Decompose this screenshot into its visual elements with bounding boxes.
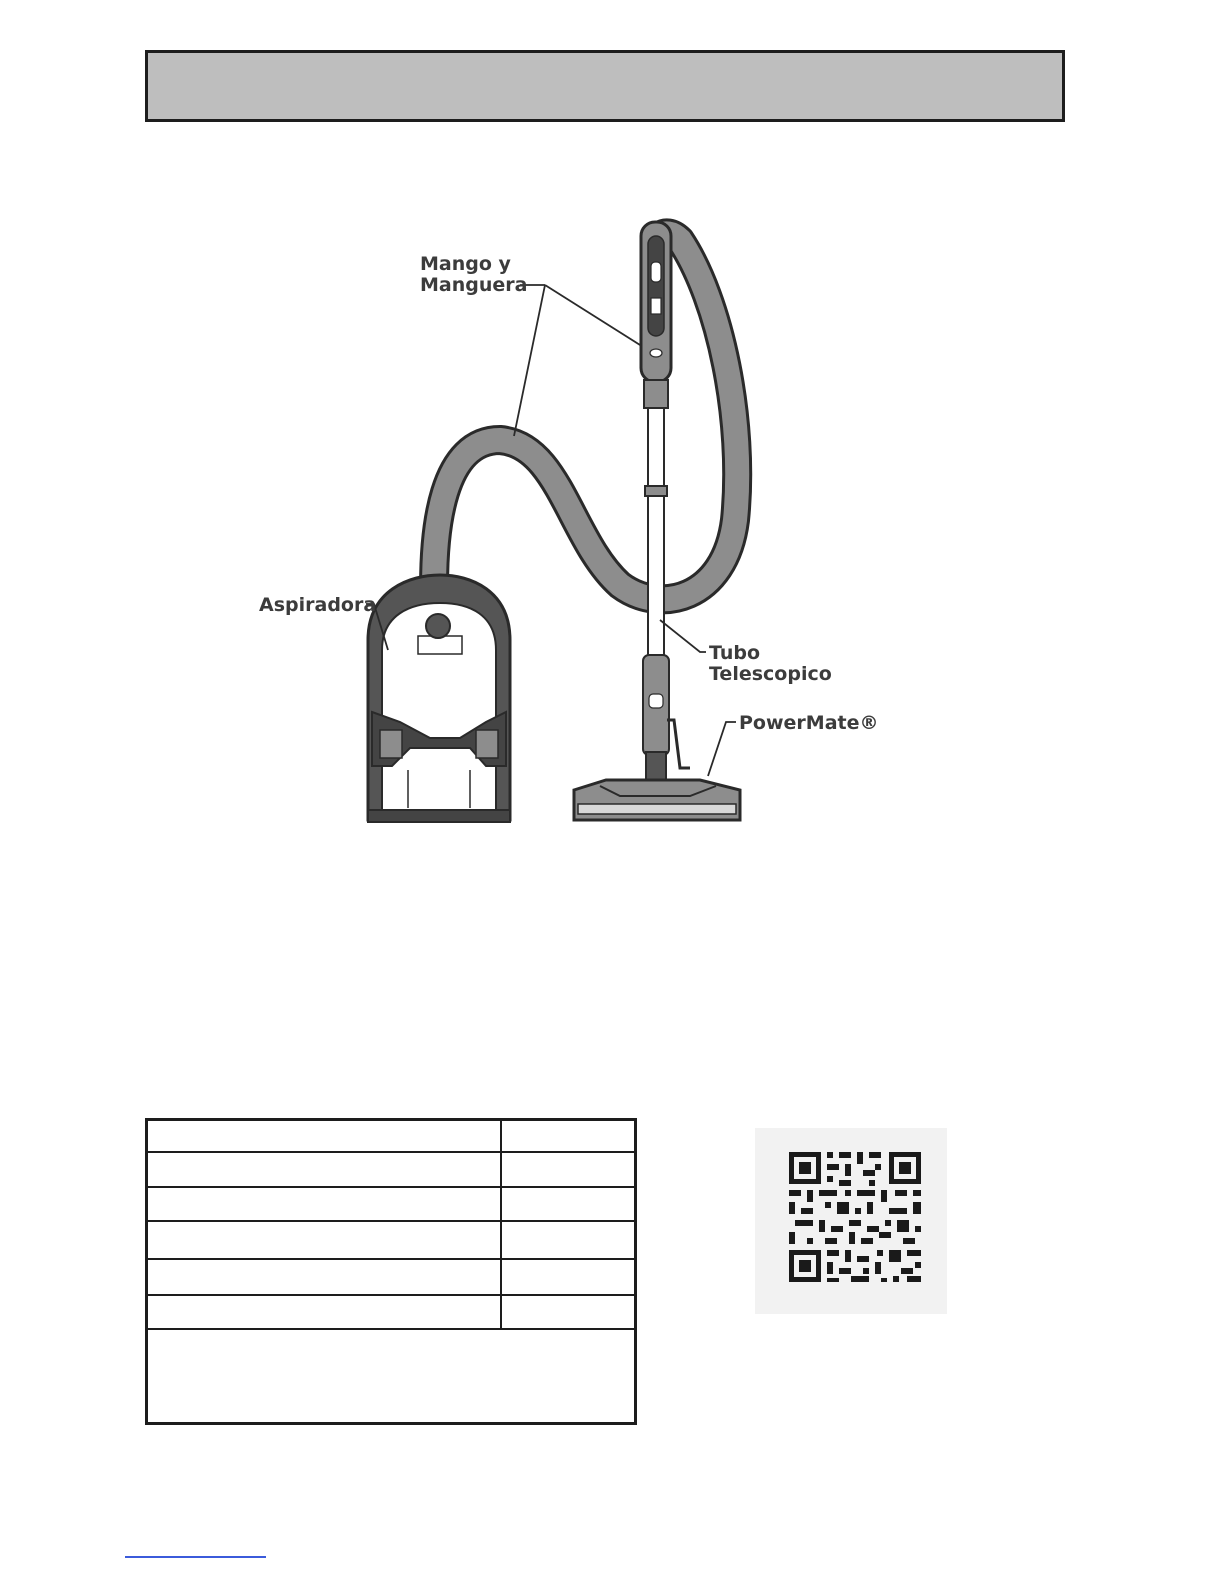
label-handle-hose: Mango y bbox=[420, 253, 511, 275]
table-row bbox=[148, 1188, 634, 1222]
label-vacuum: Aspiradora bbox=[259, 594, 377, 616]
table-cell bbox=[502, 1296, 634, 1328]
table-cell bbox=[502, 1222, 634, 1258]
table-cell bbox=[502, 1188, 634, 1220]
canister-vacuum bbox=[368, 575, 510, 822]
table-row bbox=[148, 1121, 634, 1153]
table-cell bbox=[148, 1188, 502, 1220]
table-cell bbox=[502, 1121, 634, 1151]
table-cell bbox=[148, 1153, 502, 1186]
table-row bbox=[148, 1153, 634, 1188]
qr-code-graphic bbox=[755, 1128, 947, 1314]
label-handle-hose-2: Manguera bbox=[420, 274, 528, 296]
handle bbox=[641, 222, 671, 408]
table-row bbox=[148, 1222, 634, 1260]
table-cell bbox=[148, 1121, 502, 1151]
table-cell bbox=[502, 1260, 634, 1294]
table-cell bbox=[148, 1296, 502, 1328]
label-powermate: PowerMate® bbox=[739, 712, 879, 734]
table-cell bbox=[502, 1153, 634, 1186]
label-wand-2: Telescopico bbox=[709, 663, 832, 685]
footer-link-underline bbox=[125, 1556, 266, 1558]
table-row bbox=[148, 1296, 634, 1330]
powermate-nozzle bbox=[574, 780, 740, 820]
table-cell bbox=[148, 1260, 502, 1294]
table-cell bbox=[148, 1222, 502, 1258]
label-wand: Tubo bbox=[709, 642, 761, 664]
parts-table bbox=[145, 1118, 637, 1425]
table-row bbox=[148, 1260, 634, 1296]
qr-code bbox=[755, 1128, 947, 1314]
